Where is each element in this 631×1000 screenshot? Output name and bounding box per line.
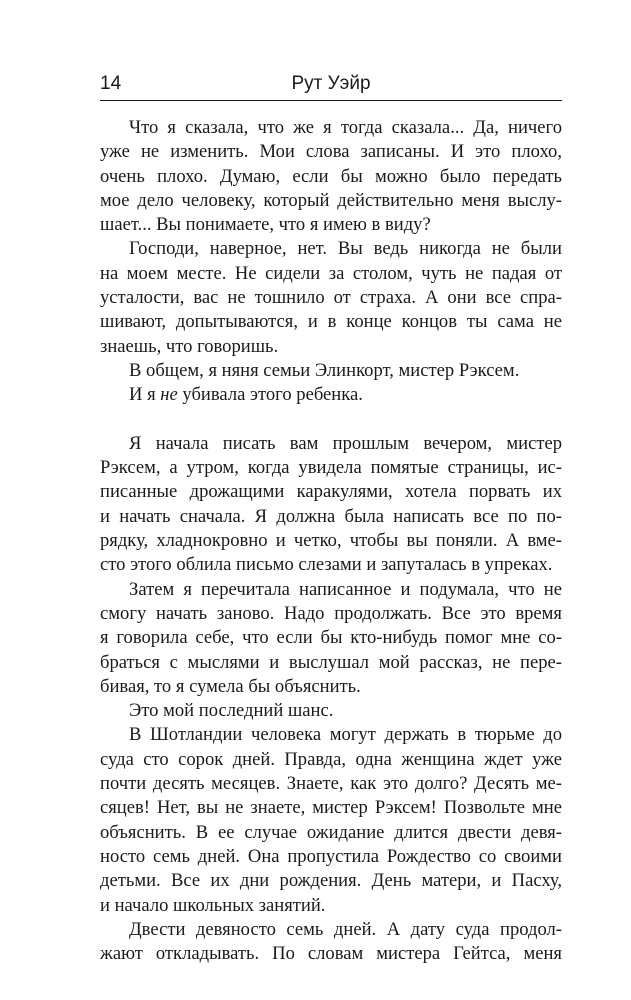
text-line: знаешь, что говоришь. bbox=[100, 335, 279, 357]
text-line: В Шотландии человека могут держать в тюрьме до bbox=[129, 724, 562, 746]
page-number: 14 bbox=[100, 73, 122, 94]
text-line: и начало школьных занятий. bbox=[100, 894, 326, 916]
text-line: суда сто сорок дней. Правда, одна женщина ждет уже bbox=[100, 748, 562, 770]
text-line: я говорила себе, что если бы кто-нибудь помог мне со- bbox=[100, 627, 562, 649]
text-line: Это мой последний шанс. bbox=[129, 700, 334, 722]
page-header bbox=[100, 72, 562, 102]
text-line: Я начала писать вам прошлым вечером, мистер bbox=[129, 432, 562, 454]
text-line: объяснить. В ее случае ожидание длится двести девя- bbox=[100, 821, 562, 843]
text-line bbox=[100, 383, 562, 407]
text-line: и начать сначала. Я должна была написать все по по- bbox=[100, 505, 562, 527]
text-line: усталости, вас не тошнило от страха. А они все спра- bbox=[100, 287, 562, 309]
text-line: очень плохо. Думаю, если бы можно было передать bbox=[100, 165, 562, 187]
text-line: Двести девяносто семь дней. А дату суда продол- bbox=[129, 918, 562, 940]
text-line: носто семь дней. Она пропустила Рождество со своими bbox=[100, 845, 562, 867]
section-break bbox=[100, 408, 562, 432]
text-line: рядку, хладнокровно и четко, чтобы вы поняли. А вме- bbox=[100, 530, 562, 552]
running-title: Рут Уэйр bbox=[291, 73, 371, 94]
text-line: смогу начать заново. Надо продолжать. Все это время bbox=[100, 602, 562, 624]
text-line: В общем, я няня семьи Элинкорт, мистер Рэксем. bbox=[129, 359, 520, 381]
body-text bbox=[100, 116, 562, 966]
text-line: браться с мыслями и выслушал мой рассказ, не пере- bbox=[100, 651, 562, 673]
text-line: уже не изменить. Мои слова записаны. И это плохо, bbox=[100, 141, 562, 163]
emphasis-text: не bbox=[160, 384, 178, 406]
text-line: Что я сказала, что же я тогда сказала... Да, ничего bbox=[129, 117, 562, 138]
text-line: шает... Вы понимаете, что я имею в виду? bbox=[100, 214, 431, 236]
text-line: почти десять месяцев. Знаете, как это долго? Десять ме- bbox=[100, 773, 562, 795]
text-run: убивала этого ребенка. bbox=[177, 384, 363, 406]
text-run: И я bbox=[129, 384, 161, 406]
text-line: Рэксем, а утром, когда увидела помятые страницы, ис- bbox=[100, 457, 562, 479]
text-line: жают откладывать. По словам мистера Гейтса, меня bbox=[100, 943, 562, 965]
text-line: шивают, допытываются, и в конце концов ты сама не bbox=[100, 311, 562, 333]
header-rule bbox=[100, 100, 562, 101]
text-line: на моем месте. Не сидели за столом, чуть не падая от bbox=[100, 262, 562, 284]
text-line: Затем я перечитала написанное и подумала, что не bbox=[129, 578, 562, 600]
text-line: бивая, то я сумела бы объяснить. bbox=[100, 675, 361, 697]
text-line: сяцев! Нет, вы не знаете, мистер Рэксем! Позвольте мне bbox=[100, 797, 562, 819]
text-line: писанные дрожащими каракулями, хотела порвать их bbox=[100, 481, 562, 503]
text-line: мое дело человеку, который действительно меня выслу- bbox=[100, 189, 562, 211]
text-line: Господи, наверное, нет. Вы ведь никогда не были bbox=[129, 238, 562, 260]
text-line: детьми. Все их дни рождения. День матери, и Пасху, bbox=[100, 870, 562, 892]
text-line: сто этого облила письмо слезами и запуталась в упреках. bbox=[100, 554, 553, 576]
